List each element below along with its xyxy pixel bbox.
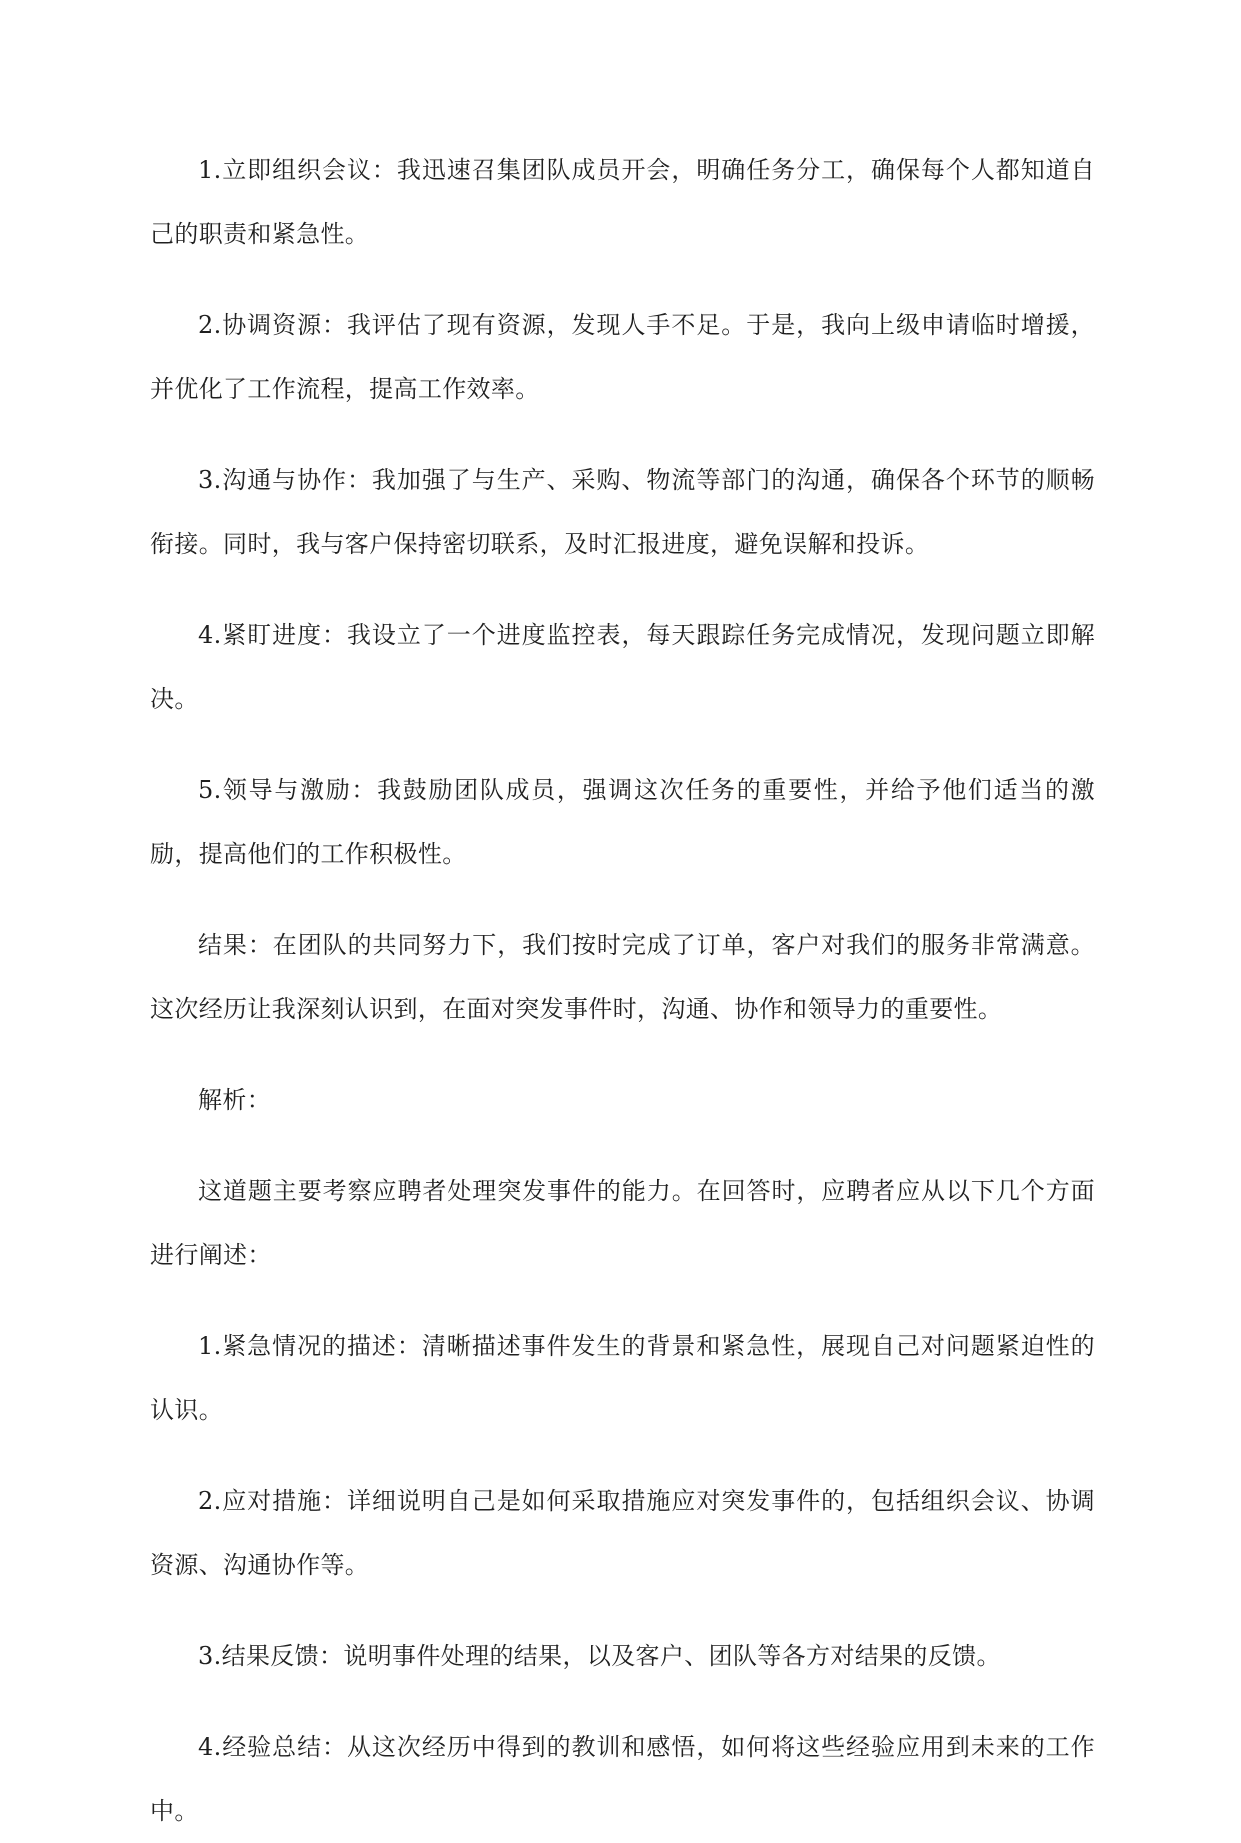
paragraph-analysis-point-1: 1.紧急情况的描述：清晰描述事件发生的背景和紧急性，展现自己对问题紧迫性的认识。 — [150, 1332, 1095, 1424]
document-body — [150, 138, 1095, 1843]
paragraph-analysis-intro: 这道题主要考察应聘者处理突发事件的能力。在回答时，应聘者应从以下几个方面进行阐述： — [150, 1177, 1095, 1269]
paragraph-analysis-point-2: 2.应对措施：详细说明自己是如何采取措施应对突发事件的，包括组织会议、协调资源、沟通协作等。 — [150, 1487, 1095, 1579]
paragraph-step-organize-meeting: 1.立即组织会议：我迅速召集团队成员开会，明确任务分工，确保每个人都知道自己的职责和紧急性。 — [150, 156, 1095, 248]
paragraph-analysis-point-3: 3.结果反馈：说明事件处理的结果，以及客户、团队等各方对结果的反馈。 — [198, 1642, 1001, 1670]
paragraph-analysis-heading: 解析： — [198, 1086, 272, 1114]
paragraph-step-coordinate-resources: 2.协调资源：我评估了现有资源，发现人手不足。于是，我向上级申请临时增援，并优化了工作流程，提高工作效率。 — [150, 311, 1095, 403]
paragraph-step-track-progress: 4.紧盯进度：我设立了一个进度监控表，每天跟踪任务完成情况，发现问题立即解决。 — [150, 621, 1095, 713]
paragraph-result: 结果：在团队的共同努力下，我们按时完成了订单，客户对我们的服务非常满意。这次经历让我深刻认识到，在面对突发事件时，沟通、协作和领导力的重要性。 — [150, 931, 1095, 1023]
paragraph-step-communication: 3.沟通与协作：我加强了与生产、采购、物流等部门的沟通，确保各个环节的顺畅衔接。同时，我与客户保持密切联系，及时汇报进度，避免误解和投诉。 — [150, 466, 1095, 558]
paragraph-step-leadership: 5.领导与激励：我鼓励团队成员，强调这次任务的重要性，并给予他们适当的激励，提高他们的工作积极性。 — [150, 776, 1095, 868]
paragraph-analysis-point-4: 4.经验总结：从这次经历中得到的教训和感悟，如何将这些经验应用到未来的工作中。 — [150, 1733, 1095, 1825]
